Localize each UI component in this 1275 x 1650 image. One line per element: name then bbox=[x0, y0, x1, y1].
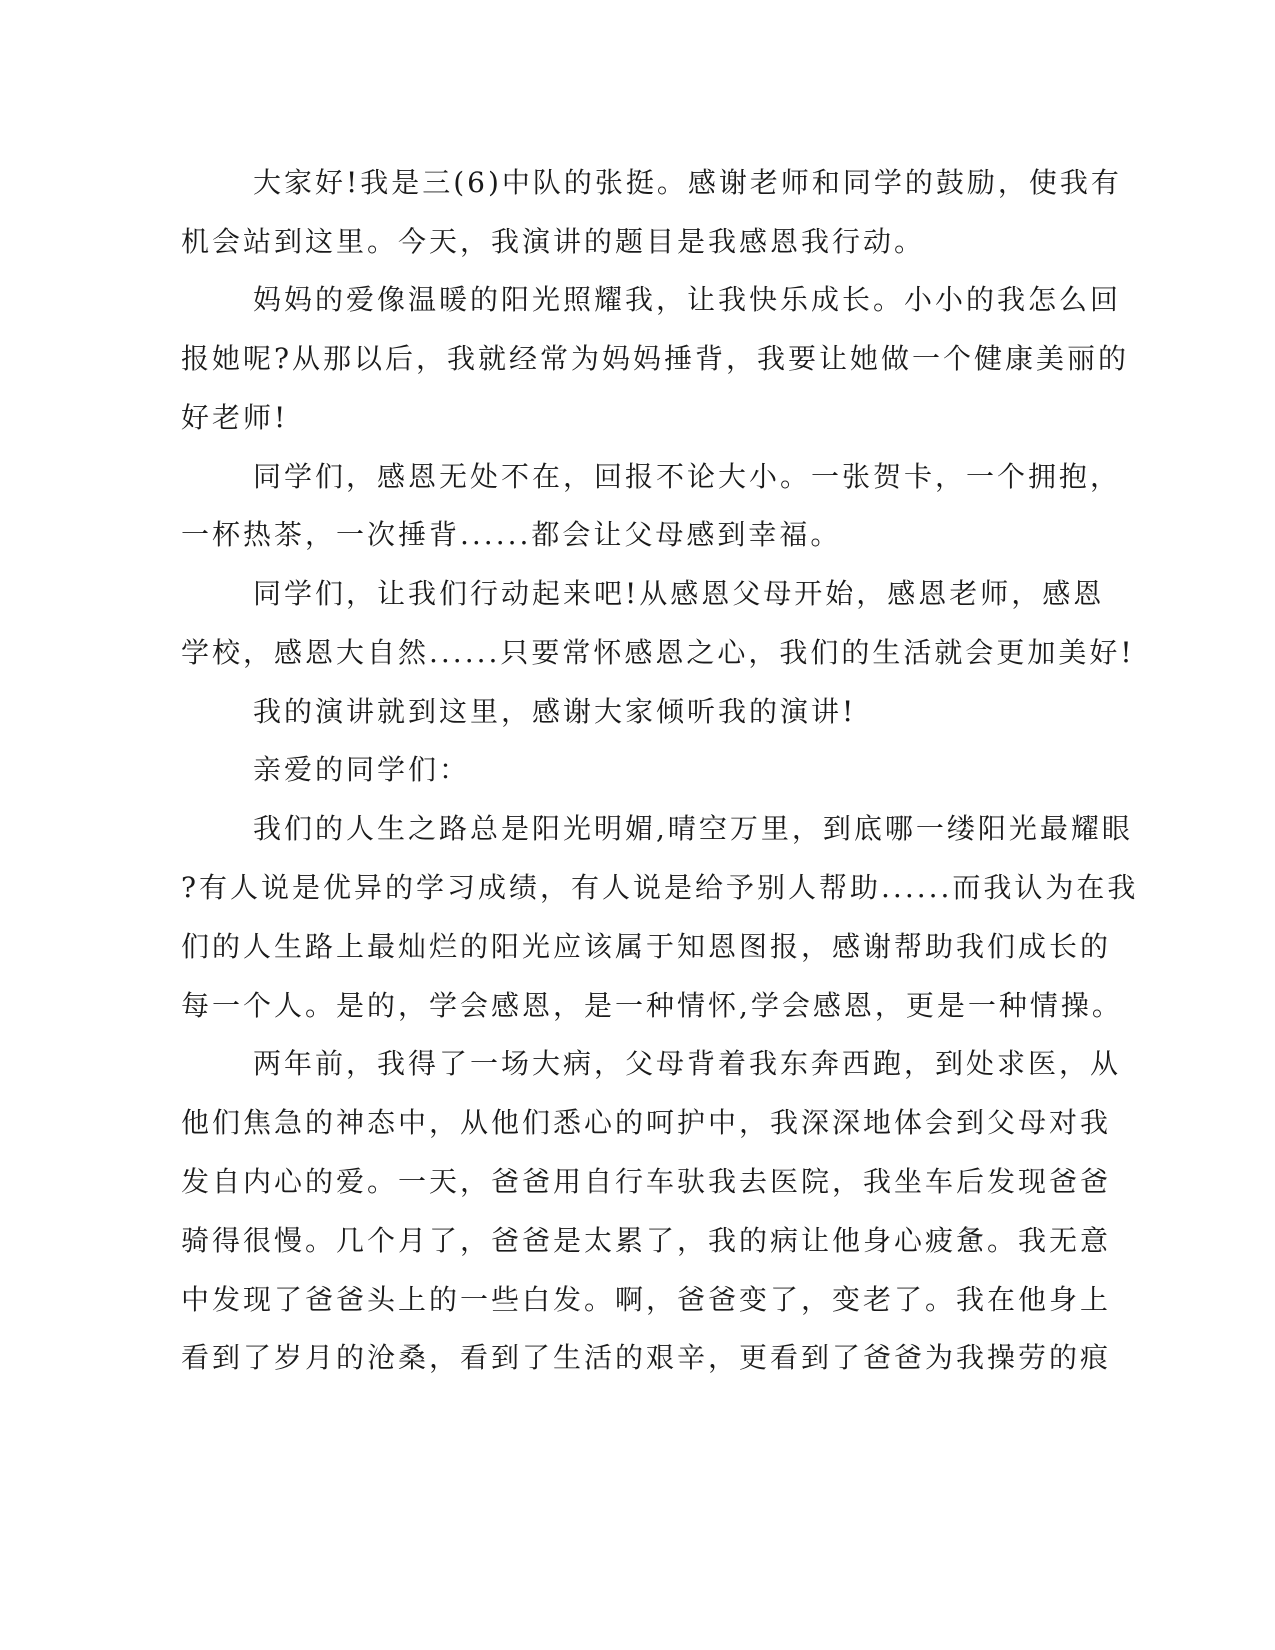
text-line: 我们的人生之路总是阳光明媚,晴空万里，到底哪一缕阳光最耀眼 bbox=[253, 812, 1133, 845]
text-line: 发自内心的爱。一天，爸爸用自行车驮我去医院，我坐车后发现爸爸 bbox=[181, 1165, 1112, 1198]
text-line: 报她呢?从那以后，我就经常为妈妈捶背，我要让她做一个健康美丽的 bbox=[181, 342, 1130, 375]
text-line: 中发现了爸爸头上的一些白发。啊，爸爸变了，变老了。我在他身上 bbox=[181, 1283, 1112, 1316]
text-line: 妈妈的爱像温暖的阳光照耀我，让我快乐成长。小小的我怎么回 bbox=[253, 283, 1122, 316]
text-line: 他们焦急的神态中，从他们悉心的呵护中，我深深地体会到父母对我 bbox=[181, 1106, 1112, 1139]
text-line: 一杯热茶，一次捶背......都会让父母感到幸福。 bbox=[181, 518, 842, 551]
text-line: 们的人生路上最灿烂的阳光应该属于知恩图报，感谢帮助我们成长的 bbox=[181, 930, 1112, 963]
text-line: 机会站到这里。今天，我演讲的题目是我感恩我行动。 bbox=[181, 225, 926, 258]
text-line: 我的演讲就到这里，感谢大家倾听我的演讲! bbox=[253, 695, 857, 728]
text-line: ?有人说是优异的学习成绩，有人说是给予别人帮助......而我认为在我 bbox=[181, 871, 1139, 904]
text-line: 看到了岁月的沧桑，看到了生活的艰辛，更看到了爸爸为我操劳的痕 bbox=[181, 1341, 1112, 1374]
text-line: 每一个人。是的，学会感恩，是一种情怀,学会感恩，更是一种情操。 bbox=[181, 989, 1123, 1022]
text-line: 骑得很慢。几个月了，爸爸是太累了，我的病让他身心疲惫。我无意 bbox=[181, 1224, 1112, 1257]
text-line: 大家好!我是三(6)中队的张挺。感谢老师和同学的鼓励，使我有 bbox=[253, 166, 1122, 199]
text-line: 同学们，感恩无处不在，回报不论大小。一张贺卡，一个拥抱， bbox=[253, 460, 1122, 493]
text-line: 同学们，让我们行动起来吧!从感恩父母开始，感恩老师，感恩 bbox=[253, 577, 1105, 610]
text-line: 两年前，我得了一场大病，父母背着我东奔西跑，到处求医，从 bbox=[253, 1047, 1122, 1080]
text-line: 亲爱的同学们： bbox=[253, 753, 471, 786]
text-line: 学校，感恩大自然......只要常怀感恩之心，我们的生活就会更加美好! bbox=[181, 636, 1135, 669]
text-line: 好老师! bbox=[181, 401, 289, 434]
